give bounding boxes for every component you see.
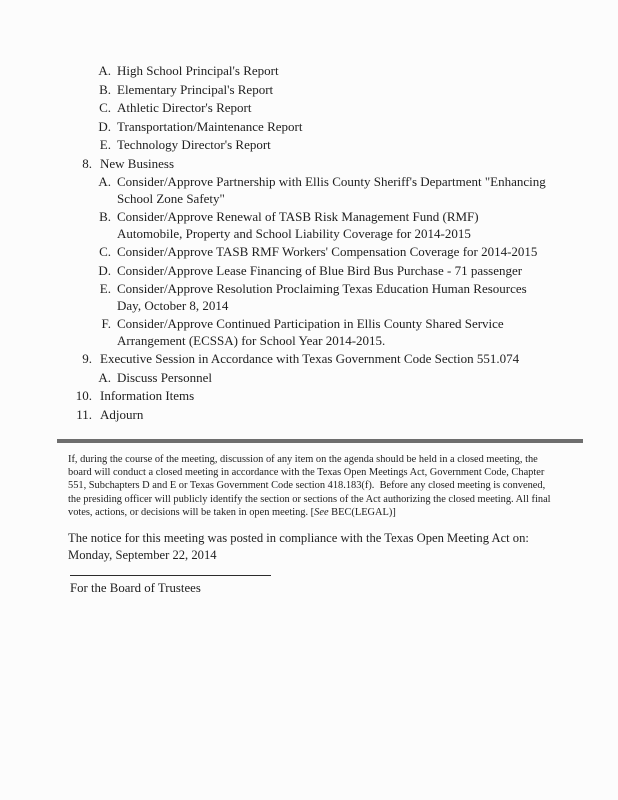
item-text: New Business: [100, 155, 175, 171]
closed-meeting-notice-line: votes, actions, or decisions will be taken in open meeting. [See BEC(LEGAL)]: [68, 506, 396, 518]
agenda-item: [0, 351, 618, 368]
item-marker: E.: [99, 281, 111, 296]
item-text: Information Items: [100, 388, 195, 403]
closed-meeting-notice-line: board will conduct a closed meeting in accordance with the Texas Open Meetings Act, Government Code, Chapter: [68, 467, 545, 479]
signature-label: For the Board of Trustees: [70, 581, 201, 596]
posting-notice-line2: Monday, September 22, 2014: [68, 548, 217, 563]
item-marker: A.: [98, 174, 111, 189]
item-marker: A.: [98, 369, 111, 385]
signature-block: [70, 575, 618, 596]
item-text: Athletic Director's Report: [117, 100, 252, 115]
item-text: Transportation/Maintenance Report: [117, 118, 303, 134]
item-text: Executive Session in Accordance with Texas Government Code Section 551.074: [100, 351, 520, 366]
agenda-item: [0, 407, 618, 424]
item-marker: C.: [99, 100, 111, 115]
item-marker: A.: [98, 63, 111, 78]
item-text: Consider/Approve TASB RMF Workers' Compensation Coverage for 2014-2015: [117, 244, 538, 259]
agenda-item: [0, 119, 618, 136]
agenda-item: [0, 137, 618, 154]
item-marker: B.: [99, 209, 111, 224]
closed-meeting-notice-line: If, during the course of the meeting, discussion of any item on the agenda should be held in a closed meeting, the: [68, 454, 538, 465]
agenda-item: [0, 388, 618, 405]
signature-line: [70, 575, 271, 576]
agenda-item: [0, 209, 618, 242]
agenda-item: [0, 263, 618, 280]
agenda-item: [0, 316, 618, 349]
item-text: Discuss Personnel: [117, 369, 212, 385]
item-text: Adjourn: [100, 406, 144, 422]
item-marker: E.: [99, 137, 111, 152]
item-text: Consider/Approve Renewal of TASB Risk Management Fund (RMF) Automobile, Property and School Liability Coverage for 2014-2015: [117, 209, 479, 241]
agenda-item: [0, 63, 618, 80]
agenda-item: [0, 244, 618, 261]
item-text: High School Principal's Report: [117, 63, 279, 78]
agenda-item: [0, 82, 618, 99]
closed-meeting-notice-line: 551, Subchapters D and E or Texas Government Code section 418.183(f). Before any closed meeting is convened,: [68, 480, 546, 492]
item-marker: F.: [101, 316, 111, 331]
agenda-item: [0, 156, 618, 173]
agenda-item: [0, 100, 618, 117]
item-marker: D.: [98, 262, 111, 278]
posting-notice: [68, 530, 618, 564]
item-marker: C.: [99, 244, 111, 259]
agenda-item: [0, 370, 618, 387]
item-marker: B.: [99, 81, 111, 97]
closed-meeting-notice-line: the presiding officer will publicly identify the section or sections of the Act authorizing the closed meeting. All final: [68, 493, 551, 505]
item-marker: 8.: [82, 155, 92, 171]
item-text: Consider/Approve Resolution Proclaiming Texas Education Human Resources Day, October 8, 2014: [117, 281, 527, 313]
item-text: Elementary Principal's Report: [117, 81, 274, 97]
item-text: Consider/Approve Continued Participation in Ellis County Shared Service Arrangement (ECSSA) for School Year 2014-2015.: [117, 316, 504, 348]
posting-notice-line1: The notice for this meeting was posted in compliance with the Texas Open Meeting Act on:: [68, 531, 529, 546]
section-divider: [57, 439, 583, 443]
item-text: Consider/Approve Partnership with Ellis County Sheriff's Department "Enhancing School Zone Safety": [117, 174, 546, 206]
item-marker: 11.: [76, 406, 92, 422]
item-marker: 10.: [75, 388, 92, 403]
agenda-item: [0, 281, 618, 314]
item-text: Technology Director's Report: [117, 137, 271, 152]
closed-meeting-notice: [68, 453, 618, 519]
item-text: Consider/Approve Lease Financing of Blue Bird Bus Purchase - 71 passenger: [117, 262, 523, 278]
item-marker: D.: [98, 118, 111, 134]
agenda-item: [0, 174, 618, 207]
item-marker: 9.: [82, 351, 92, 366]
